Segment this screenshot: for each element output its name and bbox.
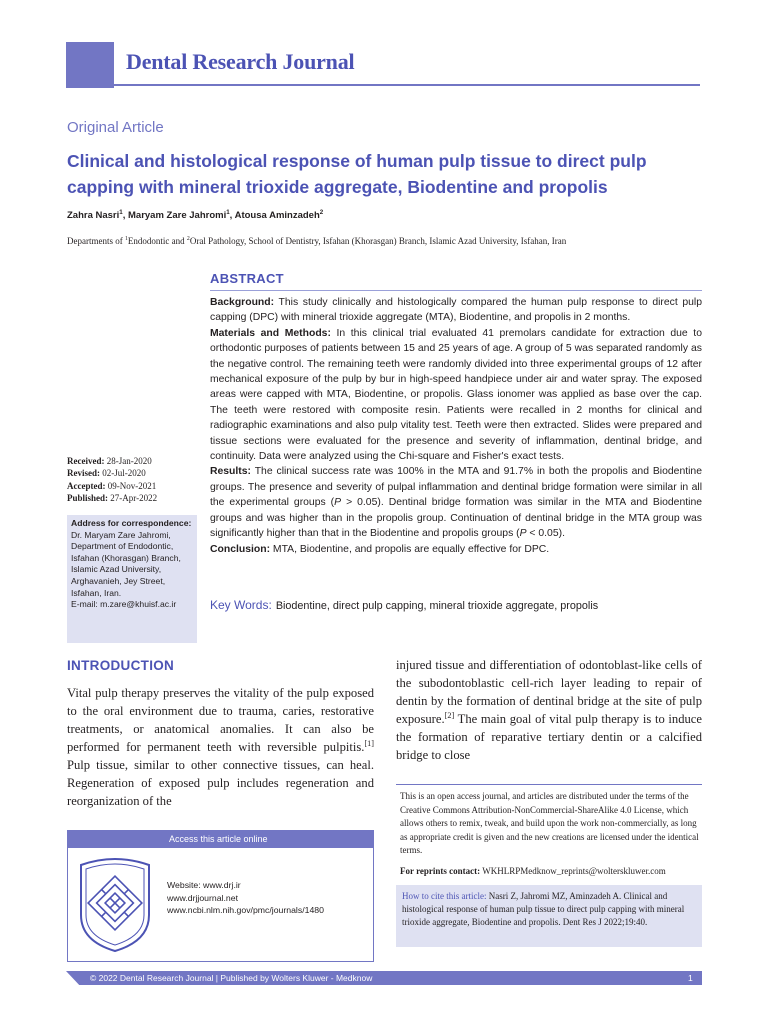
author-affiliation-mark: 1 <box>226 208 230 216</box>
journal-logo-icon <box>78 855 152 953</box>
access-links <box>167 879 324 917</box>
date-value: 27-Apr-2022 <box>108 492 158 503</box>
correspondence-box <box>67 515 197 643</box>
footer-copyright: © 2022 Dental Research Journal | Published by Wolters Kluwer - Medknow <box>90 973 373 983</box>
date-accepted <box>67 480 197 492</box>
abstract-results-label: Results: <box>210 466 251 478</box>
abstract-background-text: This study clinically and histologically compared the human pulp response to direct pulp capping (DPC) with mineral trioxide aggregate (MTA), Biodentine, and propolis in 2 months. <box>210 297 702 324</box>
website-link[interactable] <box>167 879 324 892</box>
abstract-results-text: > 0.05). Dentinal bridge formation was similar in the MTA and Biodentine groups and was higher than in the propolis group. Continuation of dentinal bridge in the MTA group was significantly higher than that in the Biodentine and propolis groups ( <box>210 497 702 540</box>
how-to-cite-label: How to cite this article: <box>402 891 487 901</box>
website-url[interactable]: www.drj.ir <box>200 880 241 890</box>
abstract-heading: ABSTRACT <box>210 271 284 286</box>
correspondence-line: Isfahan, Iran. <box>71 587 122 598</box>
p-value-symbol: P <box>519 528 527 540</box>
abstract-results <box>210 464 702 541</box>
journal-logo <box>78 855 152 953</box>
introduction-left-column <box>67 684 374 810</box>
how-to-cite-box <box>396 885 702 947</box>
journal-title: Dental Research Journal <box>126 49 355 74</box>
reprints-contact <box>400 866 702 876</box>
author-name: Maryam Zare Jahromi <box>128 210 227 221</box>
correspondence-line: Arghavanieh, Jey Street, <box>71 575 166 586</box>
intro-text: The main goal of vital pulp therapy is to induce the formation of reparative tertiary dentin or a calcified bridge to close <box>396 712 702 762</box>
affiliation-prefix: Departments of <box>67 236 125 246</box>
date-label: Published: <box>67 492 109 503</box>
author-name: Atousa Aminzadeh <box>234 210 320 221</box>
citation-reference[interactable]: [2] <box>444 710 455 720</box>
date-value: 02-Jul-2020 <box>100 468 146 479</box>
introduction-heading: INTRODUCTION <box>67 658 175 673</box>
correspondence-email: E-mail: m.zare@khuisf.ac.ir <box>71 599 177 610</box>
correspondence-line: Dr. Maryam Zare Jahromi, <box>71 529 171 540</box>
article-dates <box>67 455 197 504</box>
author-affiliation-mark: 1 <box>119 208 123 216</box>
introduction-right-column <box>396 656 702 764</box>
author-name: Zahra Nasri <box>67 210 120 221</box>
reprints-email[interactable]: WKHLRPMedknow_reprints@wolterskluwer.com <box>480 866 666 876</box>
author-list: Zahra Nasri$^1$, Maryam Zare Jahromi$^1$, Atousa Aminzadeh$^2$ <box>67 208 324 221</box>
affiliation-institution: Oral Pathology, School of Dentistry, Isfahan (Khorasgan) Branch, Islamic Azad University, Isfahan, Iran <box>189 236 567 246</box>
abstract-background-label: Background: <box>210 297 275 308</box>
abstract-body <box>210 295 702 557</box>
date-label: Accepted: <box>67 480 106 491</box>
article-title: Clinical and histological response of human pulp tissue to direct pulp capping with mineral trioxide aggregate, Biodentine and propolis <box>67 151 647 197</box>
correspondence-line: Department of Endodontic, <box>71 541 174 552</box>
license-rule <box>396 784 702 785</box>
date-label: Revised: <box>67 468 100 479</box>
intro-text: Pulp tissue, similar to other connective tissues, can heal. Regeneration of exposed pulp includes regeneration and reorganization of the <box>67 758 374 808</box>
article-type: Original Article <box>67 119 164 136</box>
abstract-rule <box>210 290 702 291</box>
keywords-label: Key Words: <box>210 598 272 612</box>
abstract-background <box>210 295 702 326</box>
license-text: This is an open access journal, and articles are distributed under the terms of the Creative Commons Attribution-NonCommercial-ShareAlike 4.0 License, which allows others to remix, tweak, and build upon the work non-commercially, as long as appropriate credit is given and the new creations are licensed under the identical terms. <box>400 791 699 855</box>
abstract-conclusion <box>210 542 702 557</box>
header-accent-block <box>66 42 114 88</box>
intro-text: Vital pulp therapy preserves the vitality of the pulp exposed to the oral environment due to trauma, caries, restorative treatments, or anatomical anomalies. It can also be performed for permanent teeth with reversible pulpitis. <box>67 686 374 754</box>
affiliation <box>67 236 566 246</box>
correspondence-heading: Address for correspondence: <box>71 518 192 528</box>
date-received <box>67 455 197 467</box>
alt-website-link[interactable]: www.drjjournal.net <box>167 892 238 903</box>
website-label: Website: <box>167 880 201 890</box>
abstract-methods <box>210 326 702 465</box>
correspondence-line: Isfahan (Khorasgan) Branch, <box>71 552 181 563</box>
abstract-results-text: The clinical success rate was 100% in the MTA and 91.7% in both the propolis and Biodentine groups. The presence and severity of pulpal inflammation and dentinal bridge formation were similar in all the experimental groups ( <box>210 466 702 509</box>
header-rule <box>114 84 700 86</box>
abstract-methods-label: Materials and Methods: <box>210 327 331 339</box>
date-published <box>67 492 197 504</box>
pmc-link[interactable]: www.ncbi.nlm.nih.gov/pmc/journals/1480 <box>167 905 324 915</box>
keywords-text: Biodentine, direct pulp capping, mineral trioxide aggregate, propolis <box>275 600 599 612</box>
date-revised <box>67 467 197 479</box>
how-to-cite-text: Nasri Z, Jahromi MZ, Aminzadeh A. Clinical and histological response of human pulp tissue to direct pulp capping with mineral trioxide aggregate, Biodentine and propolis. Dent Res J 2022;19:40. <box>402 891 685 927</box>
author-affiliation-mark: 2 <box>319 208 324 216</box>
date-label: Received: <box>67 456 105 466</box>
affiliation-mark: 2 <box>186 236 190 242</box>
date-value: 28-Jan-2020 <box>104 456 152 466</box>
abstract-methods-text: In this clinical trial evaluated 41 premolars candidate for extraction due to orthodontic purposes of patients between 15 and 25 years of age. A group of 5 was separated randomly as the negative control. The remaining teeth were randomly divided into three experimental groups of 12 after mechanical exposure of the pulp by bur in high-speed handpiece under air and water spray. The exposed areas were capped with MTA, Biodentine, or propolis. Glass ionomer was applied as base over the cap. The teeth were restored with composite resin. Patients were recalled in 2 months for clinical and radiographic examinations and also pulp vitality test. Teeth were then extracted. Slides were prepared and tissue sections were evaluated for the presence and severity of inflammation, dentinal bridge, and continuity. Data were analyzed using the Chi-square and Fisher's exact tests. <box>210 327 702 463</box>
p-value-symbol: P <box>334 497 342 509</box>
keywords <box>210 598 702 612</box>
abstract-conclusion-label: Conclusion: <box>210 543 271 555</box>
affiliation-mark: 1 <box>124 236 128 242</box>
correspondence-line: Islamic Azad University, <box>71 564 162 575</box>
page-number: 1 <box>688 973 693 983</box>
intro-text: injured tissue and differentiation of odontoblast-like cells of the subodontoblastic cell-rich layer leading to repair of dentin by the formation of dentinal bridge at the site of pulp exposure. <box>396 658 702 726</box>
access-online-heading: Access this article online <box>68 831 373 848</box>
date-value: 09-Nov-2021 <box>105 480 157 491</box>
abstract-results-text: < 0.05). <box>526 528 565 540</box>
affiliation-department: Endodontic and <box>127 236 187 246</box>
access-online-box <box>67 830 374 962</box>
reprints-label: For reprints contact: <box>400 866 481 876</box>
citation-reference[interactable]: [1] <box>364 738 374 748</box>
abstract-conclusion-text: MTA, Biodentine, and propolis are equally effective for DPC. <box>270 543 550 555</box>
